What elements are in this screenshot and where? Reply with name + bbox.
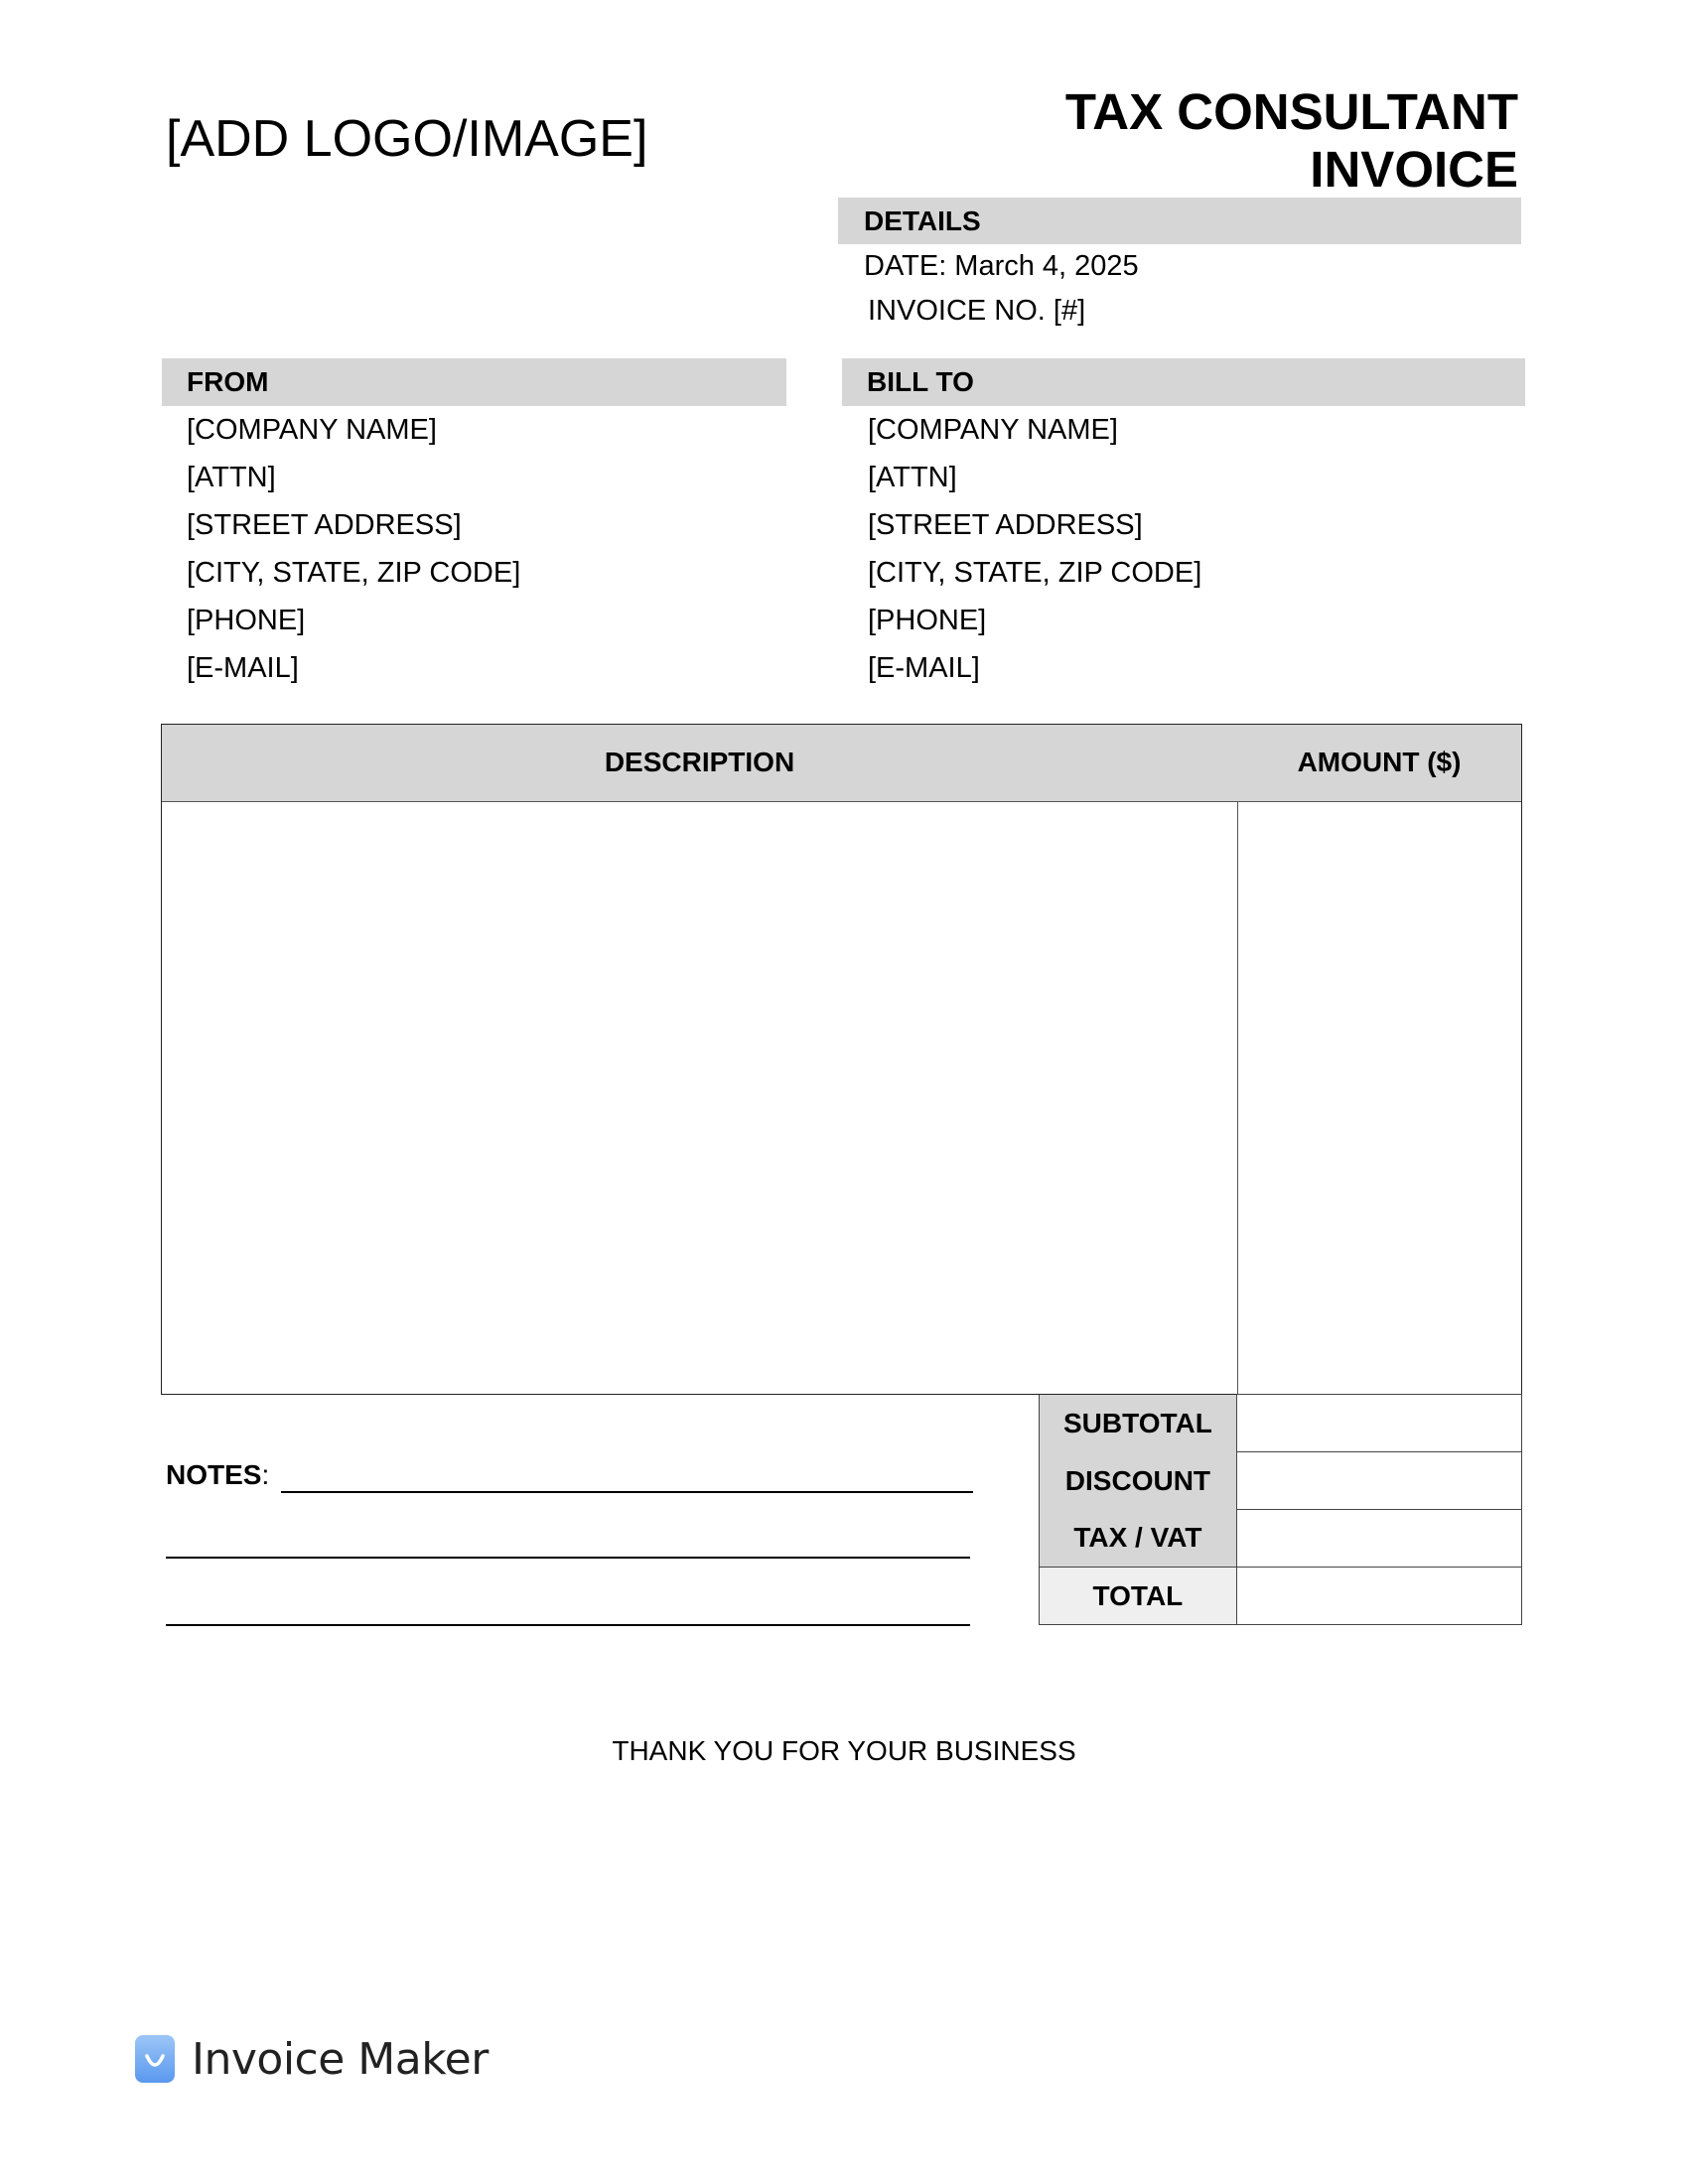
- brand-name: Invoice Maker: [192, 2033, 489, 2085]
- from-phone[interactable]: [PHONE]: [187, 605, 306, 636]
- discount-value[interactable]: [1236, 1452, 1521, 1510]
- tax-value[interactable]: [1236, 1510, 1521, 1568]
- tax-row: [1040, 1510, 1522, 1568]
- thank-you-message: THANK YOU FOR YOUR BUSINESS: [612, 1735, 1076, 1766]
- invoice-maker-icon: [134, 2034, 176, 2084]
- bill-to-city-state-zip[interactable]: [CITY, STATE, ZIP CODE]: [868, 557, 1202, 589]
- notes-line-3[interactable]: [166, 1624, 970, 1626]
- bill-to-company-name[interactable]: [COMPANY NAME]: [868, 414, 1118, 446]
- notes-line-2[interactable]: [166, 1557, 970, 1559]
- description-column-header: DESCRIPTION: [604, 747, 795, 777]
- discount-row: [1040, 1452, 1522, 1510]
- total-value[interactable]: [1236, 1568, 1521, 1625]
- notes-label: [166, 1459, 269, 1491]
- total-label: TOTAL: [1040, 1568, 1237, 1625]
- invoice-title-line2: INVOICE: [1310, 141, 1518, 198]
- amount-cell[interactable]: [1239, 802, 1521, 1394]
- tax-label: TAX / VAT: [1040, 1510, 1237, 1568]
- invoice-date[interactable]: DATE: March 4, 2025: [864, 250, 1139, 282]
- bill-to-phone[interactable]: [PHONE]: [868, 605, 987, 636]
- invoice-title-line1: TAX CONSULTANT: [1064, 83, 1518, 140]
- subtotal-value[interactable]: [1236, 1395, 1521, 1452]
- from-email[interactable]: [E-MAIL]: [187, 652, 299, 684]
- bill-to-email[interactable]: [E-MAIL]: [868, 652, 980, 684]
- total-row: [1040, 1568, 1522, 1625]
- line-items-table: [161, 724, 1522, 1395]
- from-street-address[interactable]: [STREET ADDRESS]: [187, 509, 462, 541]
- totals-table: [1039, 1394, 1522, 1625]
- invoice-title: [823, 83, 1518, 199]
- column-divider: [1237, 802, 1238, 1394]
- from-company-name[interactable]: [COMPANY NAME]: [187, 414, 437, 446]
- subtotal-label: SUBTOTAL: [1040, 1395, 1237, 1452]
- details-heading: DETAILS: [838, 198, 1521, 244]
- line-items-header-row: [162, 725, 1521, 802]
- bill-to-attn[interactable]: [ATTN]: [868, 462, 957, 493]
- from-heading: FROM: [162, 358, 786, 406]
- invoice-number[interactable]: INVOICE NO. [#]: [868, 295, 1086, 327]
- bill-to-address-block: [868, 406, 1201, 692]
- from-address-block: [187, 406, 520, 692]
- bill-to-heading: BILL TO: [842, 358, 1525, 406]
- bill-to-street-address[interactable]: [STREET ADDRESS]: [868, 509, 1143, 541]
- notes-label-text: NOTES: [166, 1459, 262, 1490]
- from-attn[interactable]: [ATTN]: [187, 462, 276, 493]
- notes-line-1[interactable]: [281, 1491, 973, 1493]
- from-city-state-zip[interactable]: [CITY, STATE, ZIP CODE]: [187, 557, 521, 589]
- discount-label: DISCOUNT: [1040, 1452, 1237, 1510]
- amount-column-header: AMOUNT ($): [1297, 747, 1462, 777]
- logo-placeholder[interactable]: [ADD LOGO/IMAGE]: [166, 110, 648, 168]
- description-cell[interactable]: [162, 802, 1237, 1394]
- subtotal-row: [1040, 1395, 1522, 1452]
- brand-logo: [134, 2033, 489, 2085]
- notes-label-colon: :: [261, 1459, 270, 1490]
